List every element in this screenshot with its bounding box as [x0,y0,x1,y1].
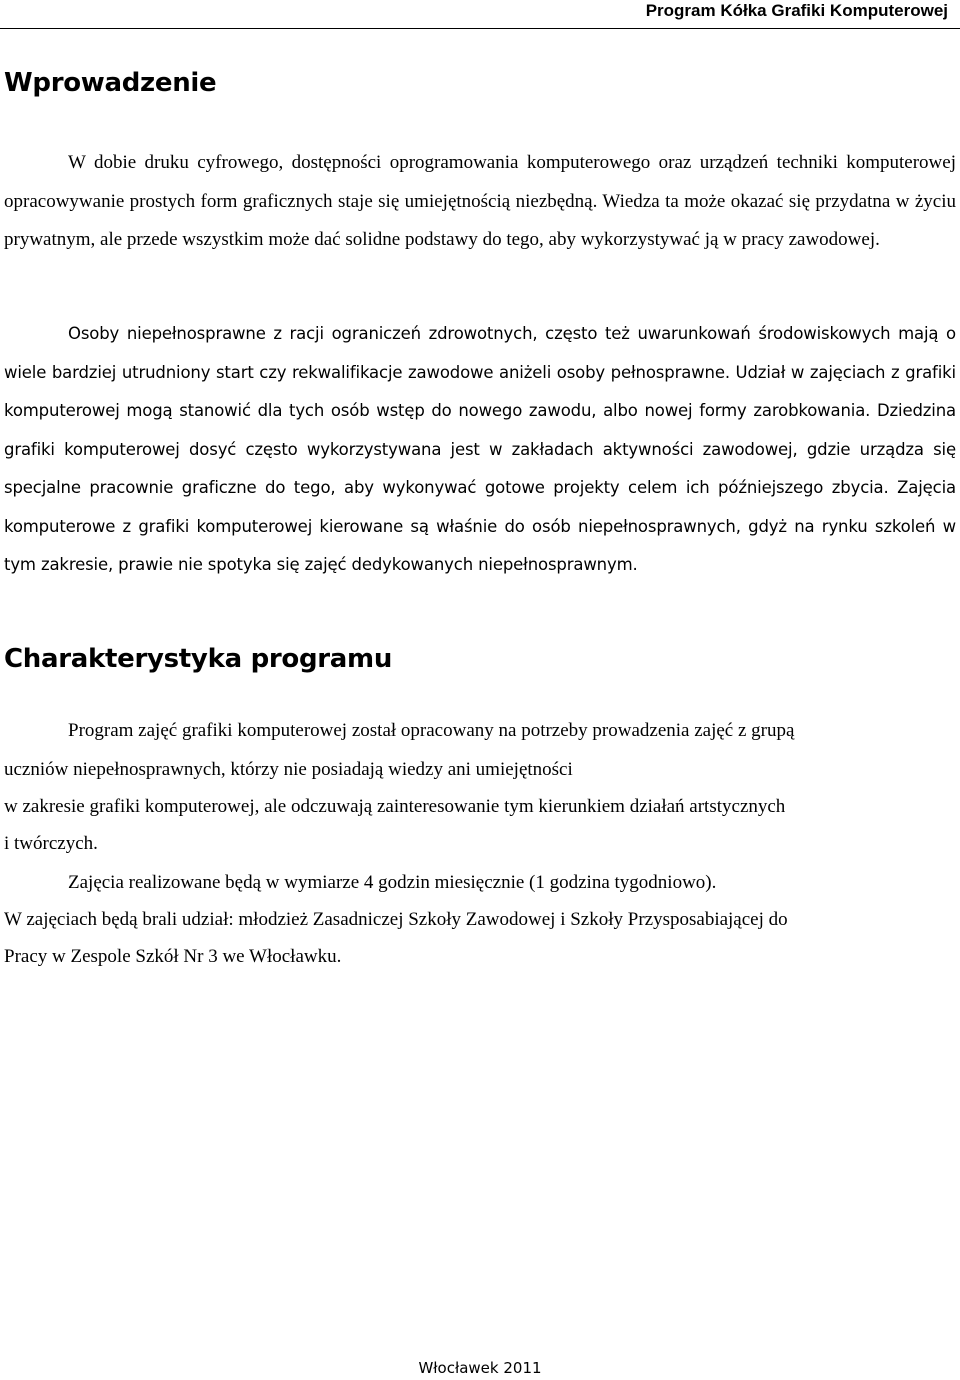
characteristics-line-4: i twórczych. [4,833,98,854]
characteristics-line-7: Pracy w Zespole Szkół Nr 3 we Włocławku. [4,946,342,967]
heading-wprowadzenie: Wprowadzenie [4,68,217,98]
intro-paragraph-1: W dobie druku cyfrowego, dostępności oprogramowania komputerowego oraz urządzeń techniki komputerowej opracowywanie prostych form graficznych staje się umiejętnością niezbędną. Wiedza ta może okazać się przydatna w życiu prywatnym, ale przede wszystkim może dać solidne podstawy do tego, aby wykorzystywać ją w pracy zawodowej. [4,152,956,250]
characteristics-line-3: w zakresie grafiki komputerowej, ale odczuwają zainteresowanie tym kierunkiem działań artstycznych [4,796,786,817]
characteristics-line-2: uczniów niepełnosprawnych, którzy nie posiadają wiedzy ani umiejętności [4,759,573,780]
characteristics-line-5: Zajęcia realizowane będą w wymiarze 4 godzin miesięcznie (1 godzina tygodniowo). [68,872,717,893]
intro-paragraph-2: Osoby niepełnosprawne z racji ograniczeń zdrowotnych, często też uwarunkowań środowiskowych mają o wiele bardziej utrudniony start czy rekwalifikacje zawodowe aniżeli osoby pełnosprawne. Udział w zajęciach z grafiki komputerowej mogą stanowić dla tych osób wstęp do nowego zawodu, albo nowej formy zarobkowania. Dziedzina grafiki komputerowej dosyć często wykorzystywana jest w zakładach aktywności zawodowej, gdzie urządza się specjalne pracownie graficzne do tego, aby wykonywać gotowe projekty celem ich późniejszego zbycia. Zajęcia komputerowe z grafiki komputerowej kierowane są właśnie do osób niepełnosprawnych, gdyż na rynku szkoleń w tym zakresie, prawie nie spotyka się zajęć dedykowanych niepełnosprawnym. [4,324,956,574]
page-header-title: Program Kółka Grafiki Komputerowej [645,1,948,20]
heading-charakterystyka: Charakterystyka programu [4,644,393,674]
characteristics-line-6: W zajęciach będą brali udział: młodzież Zasadniczej Szkoły Zawodowej i Szkoły Przysposabiającej do [4,909,788,930]
header-rule [0,28,960,29]
characteristics-line-1: Program zajęć grafiki komputerowej został opracowany na potrzeby prowadzenia zajęć z grupą [68,720,795,741]
page-footer: Włocławek 2011 [418,1359,542,1377]
